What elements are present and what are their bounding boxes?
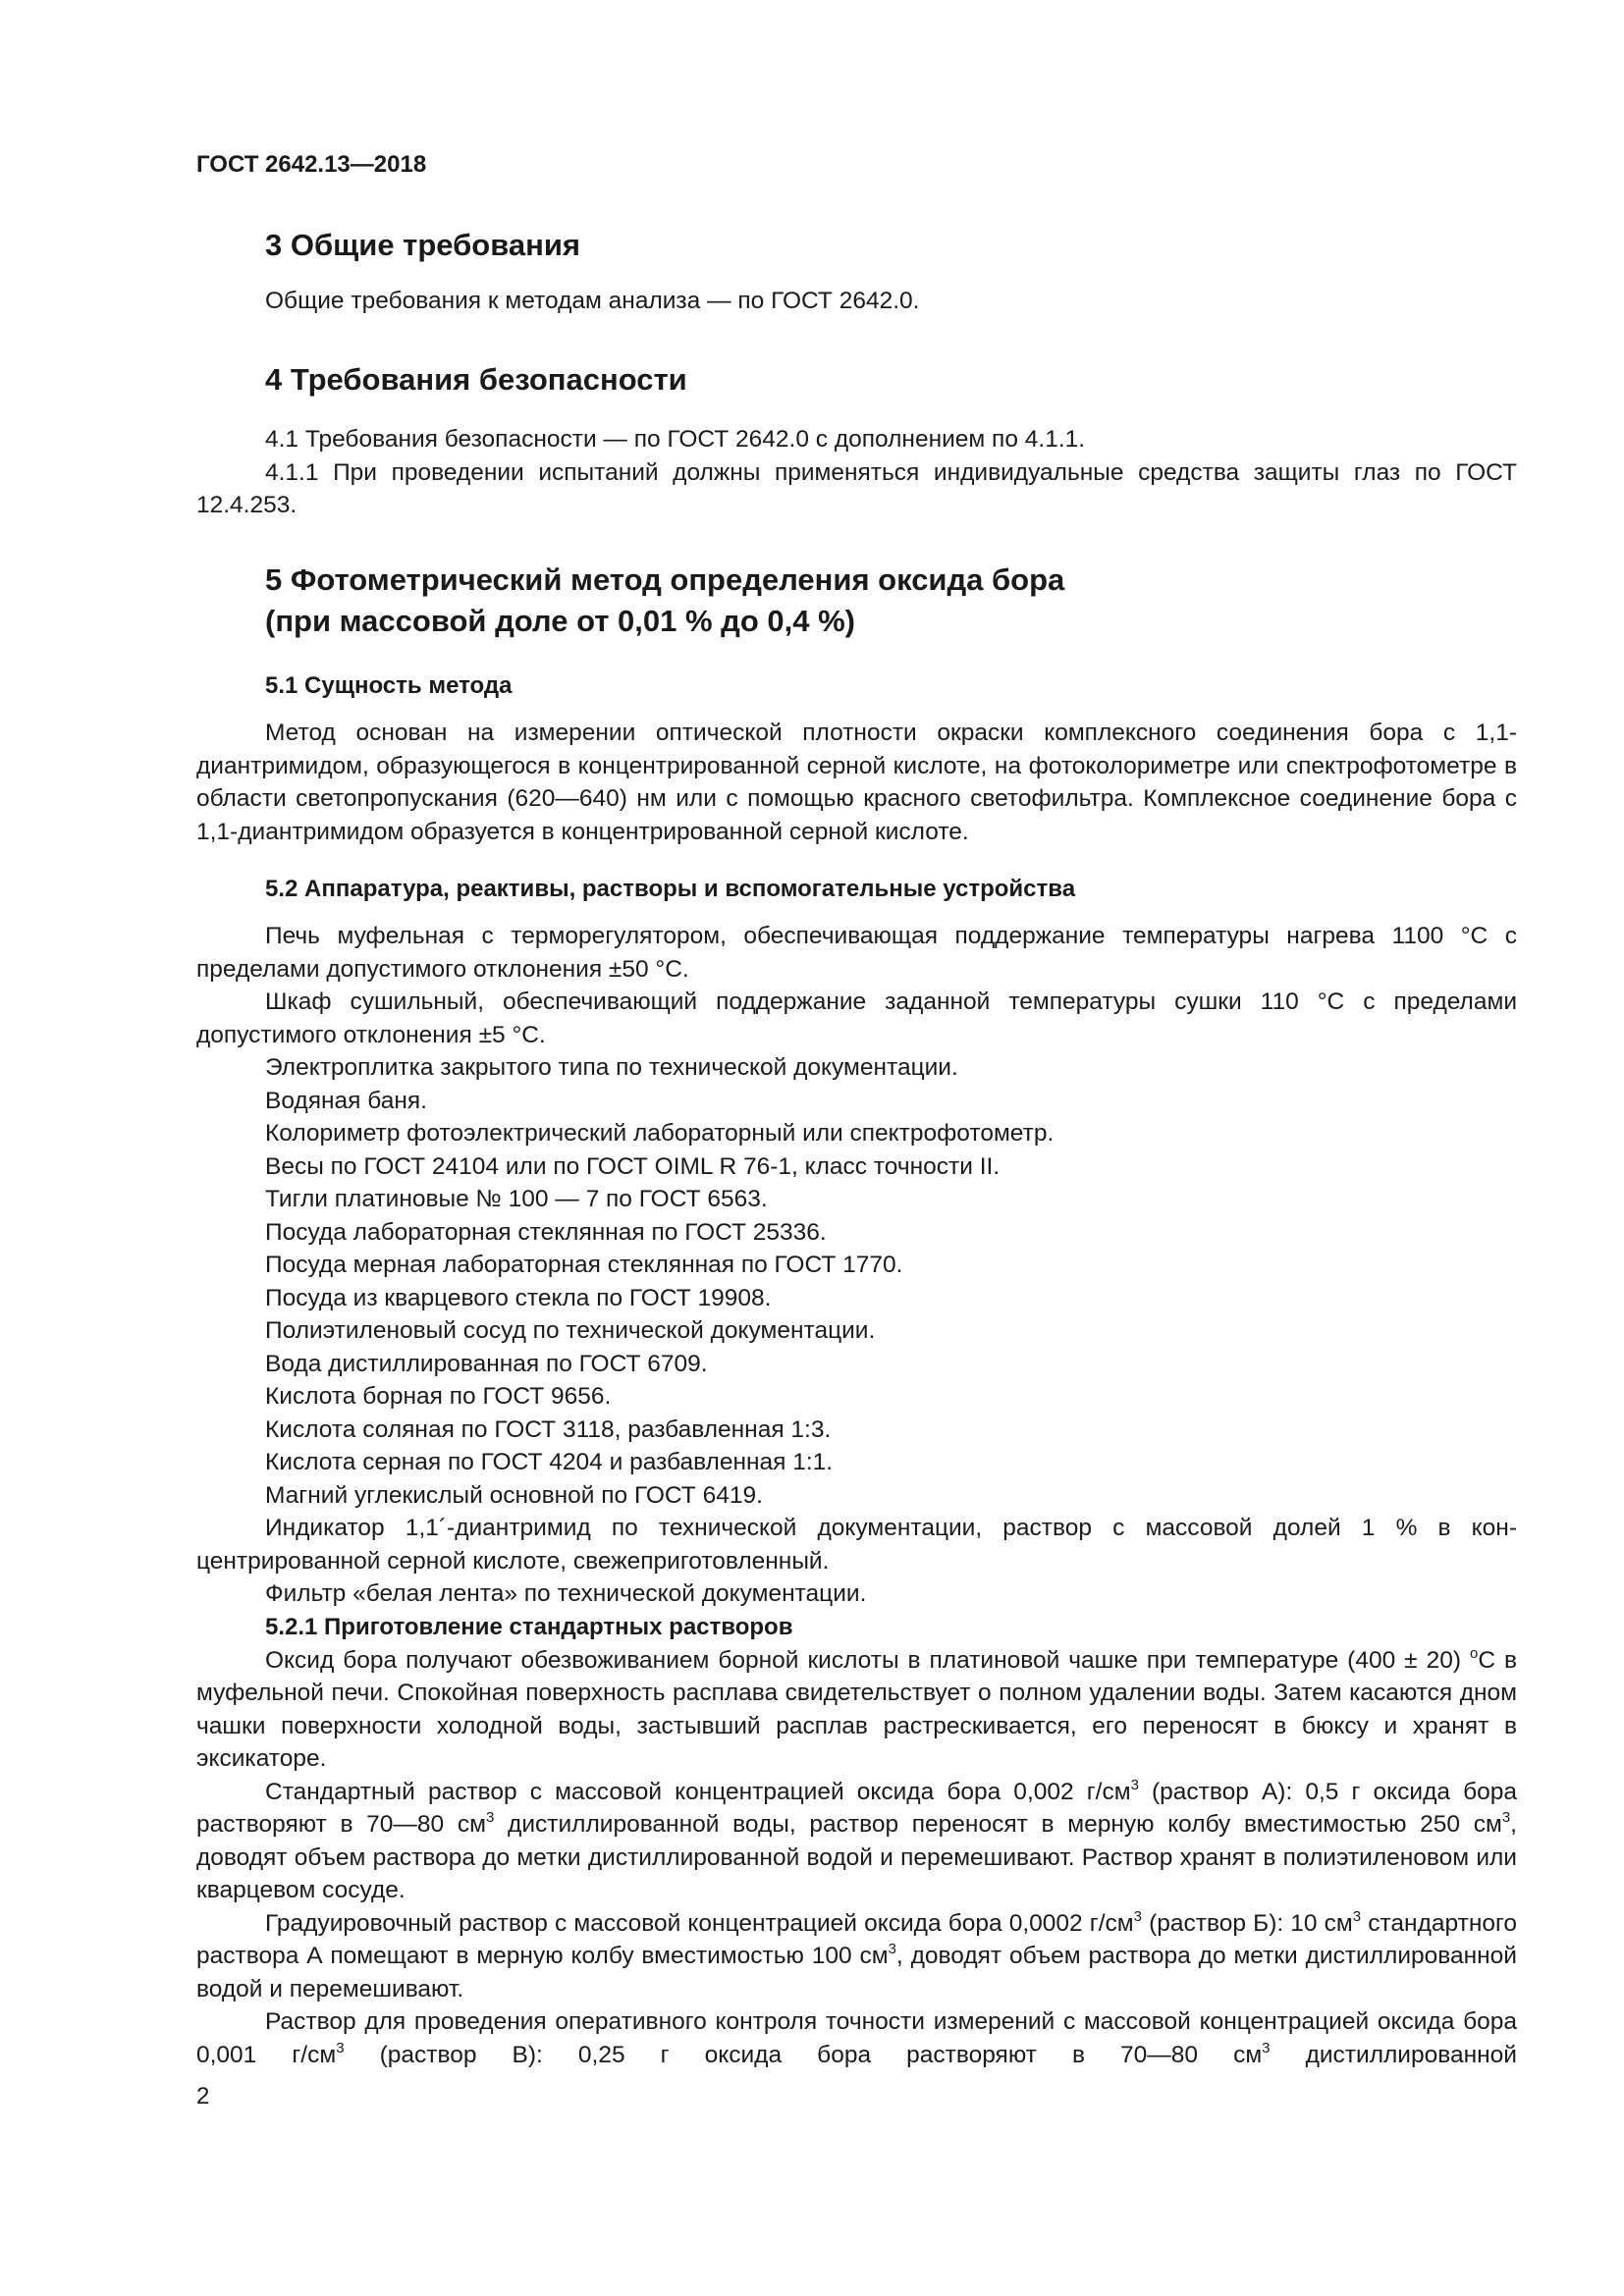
list-item: Магний углекислый основной по ГОСТ 6419. xyxy=(265,1481,763,1509)
clause-4-1-1: 4.1.1 При проведении испытаний должны применяться индивидуальные средства защиты глаз по ГОСТ 12.4.253. xyxy=(196,458,1517,518)
section-3 xyxy=(196,225,1517,318)
section-5-2-1-title: 5.2.1 Приготовление стандартных растворов xyxy=(265,1613,793,1640)
list-item: Водяная баня. xyxy=(265,1087,427,1114)
document-header: ГОСТ 2642.13—2018 xyxy=(196,151,427,178)
section-4 xyxy=(196,359,1517,522)
list-item: Весы по ГОСТ 24104 или по ГОСТ OIML R 76-1, класс точности II. xyxy=(265,1152,1001,1180)
paragraph-boron-oxide-prep: Оксид бора получают обезвоживанием борной кислоты в платиновой чашке при температуре (400 ± 20) $^о$С в муфельной печи. Спокойная поверхность расплава свидетельствует о полном удалении воды. Затем касаются дном чашки поверхности холодной воды, застывший расплав растрескивается, его переносят в бюксу и хранят в эксикаторе. xyxy=(196,1644,1518,1772)
list-item: Посуда из кварцевого стекла по ГОСТ 19908. xyxy=(265,1284,772,1311)
equipment-list xyxy=(196,920,1517,1611)
list-item: Вода дистиллированная по ГОСТ 6709. xyxy=(265,1350,708,1377)
section-5-title-line1: 5 Фотометрический метод определения оксида бора xyxy=(265,562,1065,597)
list-item: Индикатор 1,1´-диантримид по технической документации, раствор с массовой долей 1 % в концентрированной серной кислоте, свежеприготовленный. xyxy=(196,1515,1517,1575)
list-item: Тигли платиновые № 100 — 7 по ГОСТ 6563. xyxy=(265,1186,768,1212)
section-4-title: 4 Требования безопасности xyxy=(265,362,687,397)
list-item: Электроплитка закрытого типа по технической документации. xyxy=(265,1054,958,1081)
paragraph-solution-v: Раствор для проведения оперативного контроля точности измерений с массовой концентрацией оксида бора 0,001 $г/см^3$ (раствор В): 0,25 г оксида бора растворяют в 70—80 $см^3$ дистиллированной xyxy=(196,2008,1517,2068)
section-5-2-title: 5.2 Аппаратура, реактивы, растворы и вспомогательные устройства xyxy=(265,876,1076,902)
section-3-title: 3 Общие требования xyxy=(265,228,580,262)
list-item: Посуда мерная лабораторная стеклянная по ГОСТ 1770. xyxy=(265,1252,903,1278)
list-item: Кислота соляная по ГОСТ 3118, разбавленная 1:3. xyxy=(265,1415,832,1443)
page-number: 2 xyxy=(196,2083,210,2109)
list-item: Кислота борная по ГОСТ 9656. xyxy=(265,1383,612,1410)
section-5-2 xyxy=(196,873,1517,2071)
paragraph-solution-b: Градуировочный раствор с массовой концентрацией оксида бора 0,0002 $г/см^3$ (раствор Б): 10 $см^3$ стандартного раствора А помещают в мерную колбу вместимостью 100 $см^3$, доводят объем раствора до метки дистиллированной водой и перемешивают. xyxy=(196,1907,1517,2002)
list-item: Посуда лабораторная стеклянная по ГОСТ 25336. xyxy=(265,1218,827,1246)
list-item: Кислота серная по ГОСТ 4204 и разбавленная 1:1. xyxy=(265,1449,834,1475)
section-3-text: Общие требования к методам анализа — по ГОСТ 2642.0. xyxy=(265,288,920,314)
list-item: Колориметр фотоэлектрический лабораторный или спектрофотометр. xyxy=(265,1120,1055,1147)
paragraph-solution-a: Стандартный раствор с массовой концентрацией оксида бора 0,002 $г/см^3$ (раствор А): 0,5 г оксида бора растворяют в 70—80 $см^3$ дистиллированной воды, раствор переносят в мерную колбу вместимостью 250 $см^3$, доводят объем раствора до метки дистиллированной водой и перемешивают. Раствор хранят в полиэтиленовом или кварцевом сосуде. xyxy=(196,1776,1518,1903)
clause-4-1: 4.1 Требования безопасности — по ГОСТ 2642.0 с дополнением по 4.1.1. xyxy=(265,426,1086,453)
section-5-1-text: Метод основан на измерении оптической плотности окраски комплексного соединения бора с 1,1-диантримидом, образующегося в концентрированной серной кислоте, на фотоколориметре или спектрофотометре в области светопропускания (620—640) нм или с помощью красного светофильтра. Комплексное соединение бора с 1,1-диантримидом образуется в концентрированной серной кислоте. xyxy=(196,720,1517,845)
list-item: Полиэтиленовый сосуд по технической документации. xyxy=(265,1317,876,1344)
section-5-1-title: 5.1 Сущность метода xyxy=(265,672,513,699)
section-5-title-line2: (при массовой доле от 0,01 % до 0,4 %) xyxy=(265,604,855,638)
list-item: Фильтр «белая лента» по технической документации. xyxy=(265,1580,867,1607)
section-5 xyxy=(196,560,1517,848)
list-item: Печь муфельная с терморегулятором, обеспечивающая поддержание температуры нагрева 1100 °С с пределами допустимого отклонения ±50 °С. xyxy=(196,923,1517,983)
list-item: Шкаф сушильный, обеспечивающий поддержание заданной температуры сушки 110 °С с пределами допустимого отклонения ±5 °С. xyxy=(196,988,1517,1048)
